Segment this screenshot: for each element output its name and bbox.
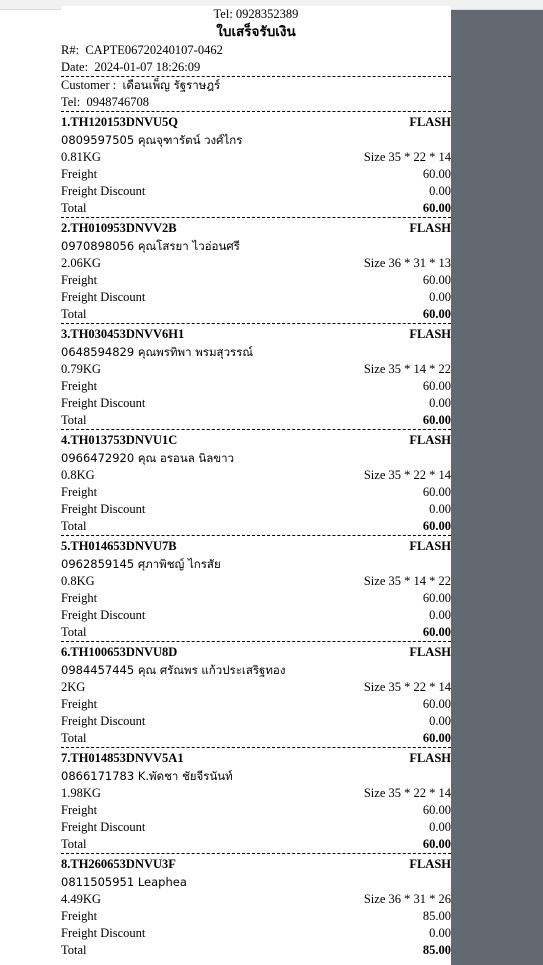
package-item (61, 111, 451, 217)
freight-discount-label: Freight Discount (61, 396, 146, 410)
package-weight: 2.06KG (61, 256, 101, 270)
receipt-page (61, 6, 451, 965)
receipt-number-line (61, 42, 451, 59)
tracking-number: 2.TH010953DNVV2B (61, 221, 177, 235)
total-row (61, 518, 451, 535)
weight-size-row (61, 149, 451, 166)
right-viewer-background (451, 10, 543, 965)
freight-discount-value: 0.00 (429, 184, 451, 198)
freight-discount-value: 0.00 (429, 608, 451, 622)
total-row (61, 412, 451, 429)
receipt-number: CAPTE06720240107-0462 (85, 43, 223, 57)
freight-discount-value: 0.00 (429, 502, 451, 516)
total-label: Total (61, 837, 87, 851)
freight-value: 60.00 (422, 273, 451, 287)
package-item (61, 853, 451, 959)
total-value: 60.00 (422, 519, 451, 533)
carrier-name: FLASH (409, 327, 451, 341)
freight-label: Freight (61, 273, 98, 287)
total-value: 60.00 (422, 837, 451, 851)
total-value: 60.00 (422, 413, 451, 427)
freight-discount-row (61, 395, 451, 412)
package-size: Size 36 * 31 * 26 (363, 892, 451, 906)
recipient-info: 0809597505 คุณจุฑารัตน์ วงศ์ไกร (61, 133, 243, 147)
package-item (61, 535, 451, 641)
total-row (61, 624, 451, 641)
total-value: 60.00 (422, 731, 451, 745)
weight-size-row (61, 255, 451, 272)
customer-tel: 0948746708 (86, 95, 150, 109)
carrier-name: FLASH (409, 433, 451, 447)
weight-size-row (61, 573, 451, 590)
freight-row (61, 484, 451, 501)
freight-value: 60.00 (422, 803, 451, 817)
total-value: 85.00 (422, 943, 451, 957)
carrier-name: FLASH (409, 115, 451, 129)
freight-discount-label: Freight Discount (61, 714, 146, 728)
total-value: 60.00 (422, 625, 451, 639)
total-label: Total (61, 201, 87, 215)
freight-value: 85.00 (422, 909, 451, 923)
shop-tel: Tel: 0928352389 (213, 7, 299, 21)
receipt-date-label: Date: (61, 60, 89, 74)
weight-size-row (61, 785, 451, 802)
freight-label: Freight (61, 379, 98, 393)
package-item (61, 429, 451, 535)
package-list (61, 111, 451, 959)
customer-tel-line (61, 94, 451, 111)
freight-discount-row (61, 819, 451, 836)
freight-discount-label: Freight Discount (61, 820, 146, 834)
total-row (61, 730, 451, 747)
package-header (61, 642, 451, 662)
freight-label: Freight (61, 803, 98, 817)
total-label: Total (61, 519, 87, 533)
freight-value: 60.00 (422, 167, 451, 181)
customer-name: เดือนเพ็ญ รัฐราษฎร์ (122, 78, 221, 92)
carrier-name: FLASH (409, 751, 451, 765)
freight-discount-value: 0.00 (429, 820, 451, 834)
freight-discount-value: 0.00 (429, 714, 451, 728)
freight-discount-label: Freight Discount (61, 184, 146, 198)
total-label: Total (61, 943, 87, 957)
package-size: Size 36 * 31 * 13 (363, 256, 451, 270)
freight-label: Freight (61, 485, 98, 499)
freight-discount-row (61, 607, 451, 624)
package-item (61, 641, 451, 747)
package-size: Size 35 * 22 * 14 (363, 150, 451, 164)
freight-discount-label: Freight Discount (61, 608, 146, 622)
freight-value: 60.00 (422, 697, 451, 711)
freight-row (61, 378, 451, 395)
package-header (61, 324, 451, 344)
total-label: Total (61, 413, 87, 427)
freight-row (61, 590, 451, 607)
package-item (61, 323, 451, 429)
total-row (61, 942, 451, 959)
package-item (61, 217, 451, 323)
freight-discount-row (61, 713, 451, 730)
total-label: Total (61, 731, 87, 745)
freight-value: 60.00 (422, 379, 451, 393)
customer-line (61, 77, 451, 94)
freight-discount-value: 0.00 (429, 396, 451, 410)
package-size: Size 35 * 22 * 14 (363, 468, 451, 482)
freight-discount-label: Freight Discount (61, 502, 146, 516)
freight-label: Freight (61, 909, 98, 923)
freight-discount-row (61, 183, 451, 200)
tracking-number: 6.TH100653DNVU8D (61, 645, 178, 659)
carrier-name: FLASH (409, 857, 451, 871)
recipient-info: 0984457445 คุณ ศรัณพร แก้วประเสริฐทอง (61, 663, 286, 677)
package-header (61, 854, 451, 874)
package-weight: 1.98KG (61, 786, 101, 800)
weight-size-row (61, 891, 451, 908)
package-header (61, 748, 451, 768)
recipient-info: 0970898056 คุณโสรยา ไวอ่อนศรี (61, 239, 240, 253)
package-weight: 0.79KG (61, 362, 101, 376)
freight-label: Freight (61, 697, 98, 711)
customer-tel-label: Tel: (61, 95, 81, 109)
weight-size-row (61, 467, 451, 484)
recipient-info: 0648594829 คุณพรทิพา พรมสุวรรณ์ (61, 345, 254, 359)
package-header (61, 112, 451, 132)
freight-discount-value: 0.00 (429, 290, 451, 304)
total-value: 60.00 (422, 307, 451, 321)
package-size: Size 35 * 14 * 22 (363, 574, 451, 588)
tracking-number: 1.TH120153DNVU5Q (61, 115, 179, 129)
package-header (61, 536, 451, 556)
package-item (61, 747, 451, 853)
recipient-info: 0962859145 ศุภาพิชญ์ ไกรสัย (61, 557, 221, 571)
package-weight: 0.8KG (61, 468, 95, 482)
freight-discount-row (61, 289, 451, 306)
package-size: Size 35 * 14 * 22 (363, 362, 451, 376)
carrier-name: FLASH (409, 645, 451, 659)
package-size: Size 35 * 22 * 14 (363, 786, 451, 800)
package-header (61, 218, 451, 238)
total-row (61, 200, 451, 217)
carrier-name: FLASH (409, 539, 451, 553)
left-margin (0, 10, 60, 965)
freight-row (61, 696, 451, 713)
total-label: Total (61, 307, 87, 321)
package-header (61, 430, 451, 450)
freight-discount-row (61, 925, 451, 942)
tracking-number: 8.TH260653DNVU3F (61, 857, 176, 871)
recipient-info: 0811505951 Leaphea (61, 875, 187, 889)
total-label: Total (61, 625, 87, 639)
package-size: Size 35 * 22 * 14 (363, 680, 451, 694)
freight-row (61, 802, 451, 819)
freight-value: 60.00 (422, 485, 451, 499)
weight-size-row (61, 361, 451, 378)
freight-label: Freight (61, 167, 98, 181)
freight-label: Freight (61, 591, 98, 605)
freight-row (61, 272, 451, 289)
receipt-number-label: R#: (61, 43, 80, 57)
freight-value: 60.00 (422, 591, 451, 605)
package-weight: 4.49KG (61, 892, 101, 906)
package-weight: 0.8KG (61, 574, 95, 588)
total-row (61, 306, 451, 323)
receipt-date: 2024-01-07 18:26:09 (94, 60, 201, 74)
customer-label: Customer : (61, 78, 117, 92)
weight-size-row (61, 679, 451, 696)
carrier-name: FLASH (409, 221, 451, 235)
freight-discount-row (61, 501, 451, 518)
freight-discount-value: 0.00 (429, 926, 451, 940)
total-row (61, 836, 451, 853)
freight-row (61, 908, 451, 925)
tracking-number: 7.TH014853DNVV5A1 (61, 751, 184, 765)
freight-discount-label: Freight Discount (61, 290, 146, 304)
package-weight: 0.81KG (61, 150, 101, 164)
tracking-number: 4.TH013753DNVU1C (61, 433, 178, 447)
total-value: 60.00 (422, 201, 451, 215)
receipt-title: ใบเสร็จรับเงิน (216, 24, 296, 40)
tracking-number: 3.TH030453DNVV6H1 (61, 327, 185, 341)
receipt-date-line (61, 59, 451, 76)
recipient-info: 0966472920 คุณ อรอนล นิลขาว (61, 451, 235, 465)
freight-row (61, 166, 451, 183)
package-weight: 2KG (61, 680, 86, 694)
recipient-info: 0866171783 K.พัดชา ชัยจีรนันท์ (61, 769, 233, 783)
freight-discount-label: Freight Discount (61, 926, 146, 940)
tracking-number: 5.TH014653DNVU7B (61, 539, 177, 553)
